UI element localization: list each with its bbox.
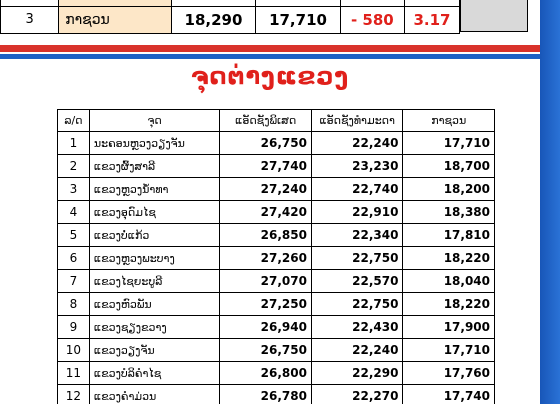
table-row: [58, 270, 495, 293]
row-diesel-price: 17,810: [403, 224, 495, 247]
header-premium: ແອັດຊັງພິເສດ: [220, 110, 312, 132]
table-row: [58, 178, 495, 201]
table-row: [58, 362, 495, 385]
frame-border: [540, 0, 560, 404]
table-row: [58, 224, 495, 247]
summary-percent: 3.17: [404, 6, 459, 33]
row-premium-price: 26,850: [220, 224, 312, 247]
row-location: ແຂວງບໍລິຄຳໄຊ: [89, 362, 220, 385]
row-premium-price: 27,740: [220, 155, 312, 178]
row-premium-price: 26,940: [220, 316, 312, 339]
row-location: ແຂວງບໍ່ແກ້ວ: [89, 224, 220, 247]
row-regular-price: 22,570: [311, 270, 403, 293]
row-regular-price: 22,240: [311, 132, 403, 155]
row-premium-price: 27,070: [220, 270, 312, 293]
row-no: 12: [58, 385, 90, 404]
summary-value-2: 17,710: [256, 6, 341, 33]
row-regular-price: 22,240: [311, 339, 403, 362]
row-location: ແຂວງຊຽງຂວາງ: [89, 316, 220, 339]
row-regular-price: 22,740: [311, 178, 403, 201]
row-diesel-price: 18,380: [403, 201, 495, 224]
row-location: ແຂວງອຸດົມໄຊ: [89, 201, 220, 224]
row-location: ແຂວງຜົ້ງສາລີ: [89, 155, 220, 178]
row-diesel-price: 18,220: [403, 247, 495, 270]
row-no: 2: [58, 155, 90, 178]
row-premium-price: 26,780: [220, 385, 312, 404]
row-no: 10: [58, 339, 90, 362]
row-no: 6: [58, 247, 90, 270]
row-location: ແຂວງຫົວພັນ: [89, 293, 220, 316]
row-regular-price: 22,750: [311, 293, 403, 316]
header-diesel: ກາຊວນ: [403, 110, 495, 132]
row-location: ແຂວງຫຼວງນ້ຳທາ: [89, 178, 220, 201]
row-location: ແຂວງໄຊຍະບູລີ: [89, 270, 220, 293]
summary-diff: - 580: [340, 6, 404, 33]
row-no: 1: [58, 132, 90, 155]
row-no: 3: [58, 178, 90, 201]
row-no: 4: [58, 201, 90, 224]
table-row: [58, 316, 495, 339]
province-price-table: [57, 109, 495, 404]
row-no: 11: [58, 362, 90, 385]
table-row: [58, 293, 495, 316]
table-header-row: [58, 110, 495, 132]
row-premium-price: 26,800: [220, 362, 312, 385]
summary-table: [0, 0, 460, 34]
divider-blue: [0, 54, 540, 59]
row-regular-price: 22,910: [311, 201, 403, 224]
row-diesel-price: 17,710: [403, 132, 495, 155]
header-regular: ແອັດຊັງທຳມະດາ: [311, 110, 403, 132]
row-diesel-price: 18,040: [403, 270, 495, 293]
row-regular-price: 22,290: [311, 362, 403, 385]
row-location: ແຂວງຄຳມ່ວນ: [89, 385, 220, 404]
row-location: ນະຄອນຫຼວງວຽງຈັນ: [89, 132, 220, 155]
row-regular-price: 23,230: [311, 155, 403, 178]
row-no: 5: [58, 224, 90, 247]
summary-no: 3: [1, 6, 59, 33]
row-regular-price: 22,430: [311, 316, 403, 339]
table-row: [58, 339, 495, 362]
row-regular-price: 22,270: [311, 385, 403, 404]
row-premium-price: 27,420: [220, 201, 312, 224]
row-diesel-price: 18,200: [403, 178, 495, 201]
section-title: ຈຸດຕ່າງແຂວງ: [190, 62, 350, 90]
table-row: [58, 201, 495, 224]
row-regular-price: 22,340: [311, 224, 403, 247]
table-row: [58, 155, 495, 178]
row-premium-price: 27,260: [220, 247, 312, 270]
row-diesel-price: 17,740: [403, 385, 495, 404]
row-diesel-price: 18,220: [403, 293, 495, 316]
header-location: ຈຸດ: [89, 110, 220, 132]
summary-row-diesel: [1, 6, 460, 33]
summary-side-cell: [460, 0, 528, 32]
table-row: [58, 247, 495, 270]
row-diesel-price: 17,710: [403, 339, 495, 362]
row-location: ແຂວງວຽງຈັນ: [89, 339, 220, 362]
table-row: [58, 385, 495, 404]
row-premium-price: 27,250: [220, 293, 312, 316]
row-location: ແຂວງຫຼວງພະບາງ: [89, 247, 220, 270]
row-premium-price: 26,750: [220, 132, 312, 155]
row-diesel-price: 17,900: [403, 316, 495, 339]
row-diesel-price: 18,700: [403, 155, 495, 178]
divider-red: [0, 45, 540, 52]
summary-value-1: 18,290: [171, 6, 256, 33]
row-no: 7: [58, 270, 90, 293]
summary-label: ກາຊວນ: [59, 6, 172, 33]
row-diesel-price: 17,760: [403, 362, 495, 385]
row-premium-price: 27,240: [220, 178, 312, 201]
header-no: ລ/ດ: [58, 110, 90, 132]
row-no: 9: [58, 316, 90, 339]
row-no: 8: [58, 293, 90, 316]
row-premium-price: 26,750: [220, 339, 312, 362]
row-regular-price: 22,750: [311, 247, 403, 270]
table-row: [58, 132, 495, 155]
